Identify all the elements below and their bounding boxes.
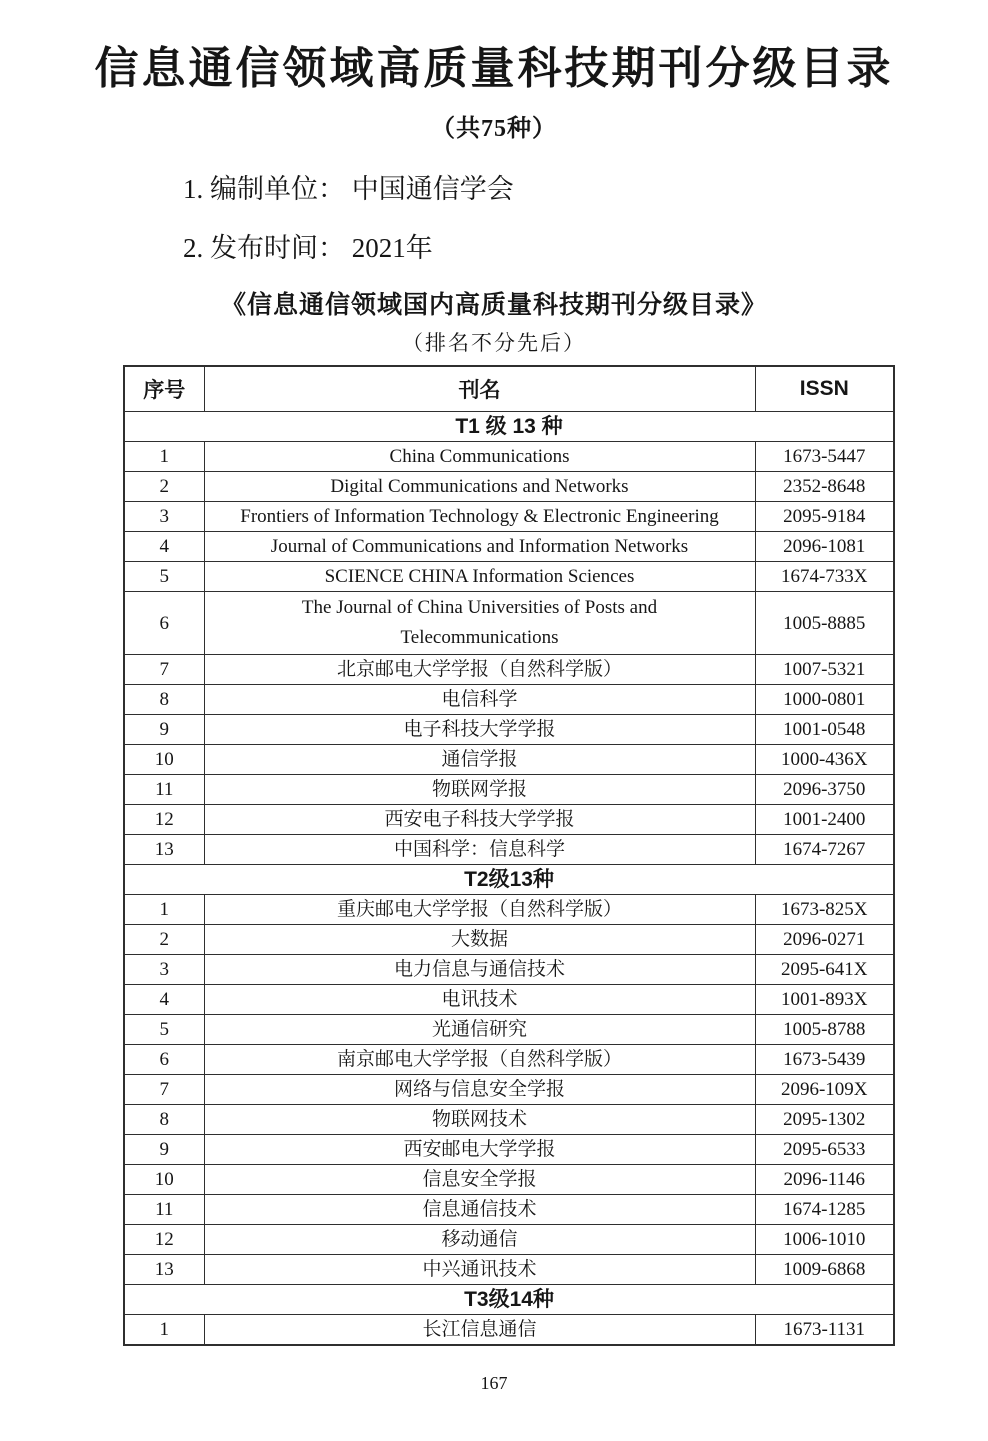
- row-number: 1: [124, 895, 204, 925]
- journal-name: 移动通信: [441, 1229, 518, 1250]
- intro-line-release-date: 2. 发布时间： 2021年: [183, 233, 433, 263]
- table-row: [124, 1135, 894, 1165]
- journal-name-cell: [204, 985, 755, 1015]
- journal-name: 南京邮电大学学报（自然科学版）: [336, 1049, 622, 1070]
- journal-name-cell: [204, 472, 755, 502]
- journal-name-cell: [204, 1255, 755, 1285]
- row-number: 10: [124, 1165, 204, 1195]
- row-number: 5: [124, 562, 204, 592]
- table-row: [124, 685, 894, 715]
- journal-table: [123, 365, 895, 1346]
- row-number: 8: [124, 685, 204, 715]
- row-number: 10: [124, 745, 204, 775]
- journal-name: 物联网学报: [431, 779, 527, 800]
- section-header-row: [124, 412, 894, 442]
- journal-name-cell: [204, 442, 755, 472]
- table-row: [124, 502, 894, 532]
- table-row: [124, 745, 894, 775]
- table-row: [124, 835, 894, 865]
- table-row: [124, 1075, 894, 1105]
- table-row: [124, 562, 894, 592]
- journal-issn: 1674-1285: [755, 1195, 894, 1225]
- journal-issn: 1000-436X: [755, 745, 894, 775]
- row-number: 4: [124, 985, 204, 1015]
- intro-list: [183, 167, 988, 265]
- table-row: [124, 472, 894, 502]
- table-row: [124, 775, 894, 805]
- journal-name: 重庆邮电大学学报（自然科学版）: [336, 899, 622, 920]
- journal-name: 长江信息通信: [422, 1319, 537, 1340]
- journal-name: 电力信息与通信技术: [393, 959, 565, 980]
- table-row: [124, 1045, 894, 1075]
- journal-name-cell: [204, 1045, 755, 1075]
- section-header-row: [124, 1285, 894, 1315]
- row-number: 12: [124, 1225, 204, 1255]
- row-number: 7: [124, 1075, 204, 1105]
- journal-name: 电子科技大学学报: [403, 719, 556, 740]
- journal-issn: 2096-0271: [755, 925, 894, 955]
- journal-issn: 2095-6533: [755, 1135, 894, 1165]
- row-number: 5: [124, 1015, 204, 1045]
- table-row: [124, 715, 894, 745]
- page-title: 信息通信领域高质量科技期刊分级目录: [94, 44, 894, 93]
- journal-name: 北京邮电大学学报（自然科学版）: [336, 659, 622, 680]
- journal-name: 电信科学: [441, 689, 518, 710]
- row-number: 12: [124, 805, 204, 835]
- journal-name: China Communications: [389, 446, 570, 467]
- journal-issn: 2096-1081: [755, 532, 894, 562]
- journal-name-cell: [204, 745, 755, 775]
- catalog-subtitle: 《信息通信领域国内高质量科技期刊分级目录》: [220, 291, 767, 319]
- journal-name: Frontiers of Information Technology & Electronic Engineering: [240, 506, 719, 527]
- table-row: [124, 1105, 894, 1135]
- journal-name-cell: [204, 955, 755, 985]
- journal-name-cell: [204, 562, 755, 592]
- journal-issn: 2352-8648: [755, 472, 894, 502]
- journal-name-cell: [204, 925, 755, 955]
- journal-issn: 1673-1131: [755, 1315, 894, 1346]
- row-number: 6: [124, 592, 204, 655]
- journal-name: 西安电子科技大学学报: [384, 809, 575, 830]
- journal-name-cell: [204, 592, 755, 655]
- journal-issn: 1005-8788: [755, 1015, 894, 1045]
- row-number: 4: [124, 532, 204, 562]
- row-number: 1: [124, 442, 204, 472]
- row-number: 9: [124, 715, 204, 745]
- journal-name-cell: [204, 715, 755, 745]
- row-number: 2: [124, 925, 204, 955]
- journal-issn: 1673-5447: [755, 442, 894, 472]
- journal-name-cell: [204, 775, 755, 805]
- journal-name: 光通信研究: [431, 1019, 527, 1040]
- journal-issn: 1001-0548: [755, 715, 894, 745]
- journal-name: 大数据: [450, 929, 508, 950]
- table-row: [124, 985, 894, 1015]
- row-number: 8: [124, 1105, 204, 1135]
- journal-name: 信息安全学报: [422, 1169, 537, 1190]
- ranking-note: （排名不分先后）: [402, 331, 586, 355]
- journal-name: 中兴通讯技术: [422, 1259, 537, 1280]
- journal-name: 通信学报: [441, 749, 518, 770]
- journal-name-cell: [204, 532, 755, 562]
- journal-name: 西安邮电大学学报: [403, 1139, 556, 1160]
- table-row: [124, 1315, 894, 1346]
- journal-name-cell: [204, 1195, 755, 1225]
- journal-name: 物联网技术: [431, 1109, 527, 1130]
- table-row: [124, 1165, 894, 1195]
- row-number: 2: [124, 472, 204, 502]
- journal-issn: 2095-9184: [755, 502, 894, 532]
- journal-name: Digital Communications and Networks: [330, 476, 629, 497]
- journal-name: Journal of Communications and Information Networks: [270, 536, 689, 557]
- journal-name-cell: [204, 1165, 755, 1195]
- journal-issn: 2096-3750: [755, 775, 894, 805]
- journal-name-cell: [204, 685, 755, 715]
- table-row: [124, 1255, 894, 1285]
- row-number: 6: [124, 1045, 204, 1075]
- journal-name-cell: [204, 502, 755, 532]
- journal-name-cell: [204, 1015, 755, 1045]
- table-row: [124, 532, 894, 562]
- journal-name: 信息通信技术: [422, 1199, 537, 1220]
- journal-issn: 1674-7267: [755, 835, 894, 865]
- journal-issn: 1009-6868: [755, 1255, 894, 1285]
- journal-count: （共75种）: [431, 116, 557, 142]
- journal-name-cell: [204, 655, 755, 685]
- col-header-issn: ISSN: [755, 366, 894, 412]
- table-row: [124, 442, 894, 472]
- table-row: [124, 1015, 894, 1045]
- journal-name: 中国科学：信息科学: [393, 839, 565, 860]
- table-row: [124, 1195, 894, 1225]
- table-row: [124, 955, 894, 985]
- journal-name-cell: [204, 1075, 755, 1105]
- table-row: [124, 655, 894, 685]
- journal-issn: 2096-109X: [755, 1075, 894, 1105]
- section-label: T3级14种: [124, 1285, 894, 1315]
- table-row: [124, 805, 894, 835]
- journal-name-cell: [204, 1105, 755, 1135]
- journal-name: 电讯技术: [441, 989, 518, 1010]
- table-row: [124, 592, 894, 655]
- section-header-row: [124, 865, 894, 895]
- journal-issn: 1005-8885: [755, 592, 894, 655]
- row-number: 13: [124, 835, 204, 865]
- journal-name-cell: [204, 895, 755, 925]
- journal-name-cell: [204, 1315, 755, 1346]
- intro-line-compiler: 1. 编制单位： 中国通信学会: [183, 174, 514, 204]
- table-row: [124, 925, 894, 955]
- journal-issn: 1006-1010: [755, 1225, 894, 1255]
- journal-name-cell: [204, 835, 755, 865]
- row-number: 7: [124, 655, 204, 685]
- journal-name: The Journal of China Universities of Posts and Telecommunications: [301, 597, 658, 648]
- row-number: 13: [124, 1255, 204, 1285]
- journal-name-cell: [204, 805, 755, 835]
- journal-name-cell: [204, 1135, 755, 1165]
- journal-issn: 1001-2400: [755, 805, 894, 835]
- row-number: 3: [124, 955, 204, 985]
- table-row: [124, 1225, 894, 1255]
- journal-issn: 2096-1146: [755, 1165, 894, 1195]
- journal-issn: 2095-1302: [755, 1105, 894, 1135]
- row-number: 11: [124, 1195, 204, 1225]
- table-row: [124, 895, 894, 925]
- col-header-name: 刊名: [204, 366, 755, 412]
- col-header-no: 序号: [124, 366, 204, 412]
- section-label: T2级13种: [124, 865, 894, 895]
- journal-issn: 1007-5321: [755, 655, 894, 685]
- page-number: 167: [480, 1373, 508, 1393]
- journal-name: 网络与信息安全学报: [393, 1079, 565, 1100]
- journal-issn: 1000-0801: [755, 685, 894, 715]
- journal-name-cell: [204, 1225, 755, 1255]
- journal-issn: 1001-893X: [755, 985, 894, 1015]
- journal-issn: 1674-733X: [755, 562, 894, 592]
- row-number: 3: [124, 502, 204, 532]
- row-number: 1: [124, 1315, 204, 1346]
- row-number: 11: [124, 775, 204, 805]
- journal-issn: 2095-641X: [755, 955, 894, 985]
- section-label: T1 级 13 种: [124, 412, 894, 442]
- table-header-row: [124, 366, 894, 412]
- journal-name: SCIENCE CHINA Information Sciences: [324, 566, 635, 587]
- journal-issn: 1673-825X: [755, 895, 894, 925]
- journal-issn: 1673-5439: [755, 1045, 894, 1075]
- row-number: 9: [124, 1135, 204, 1165]
